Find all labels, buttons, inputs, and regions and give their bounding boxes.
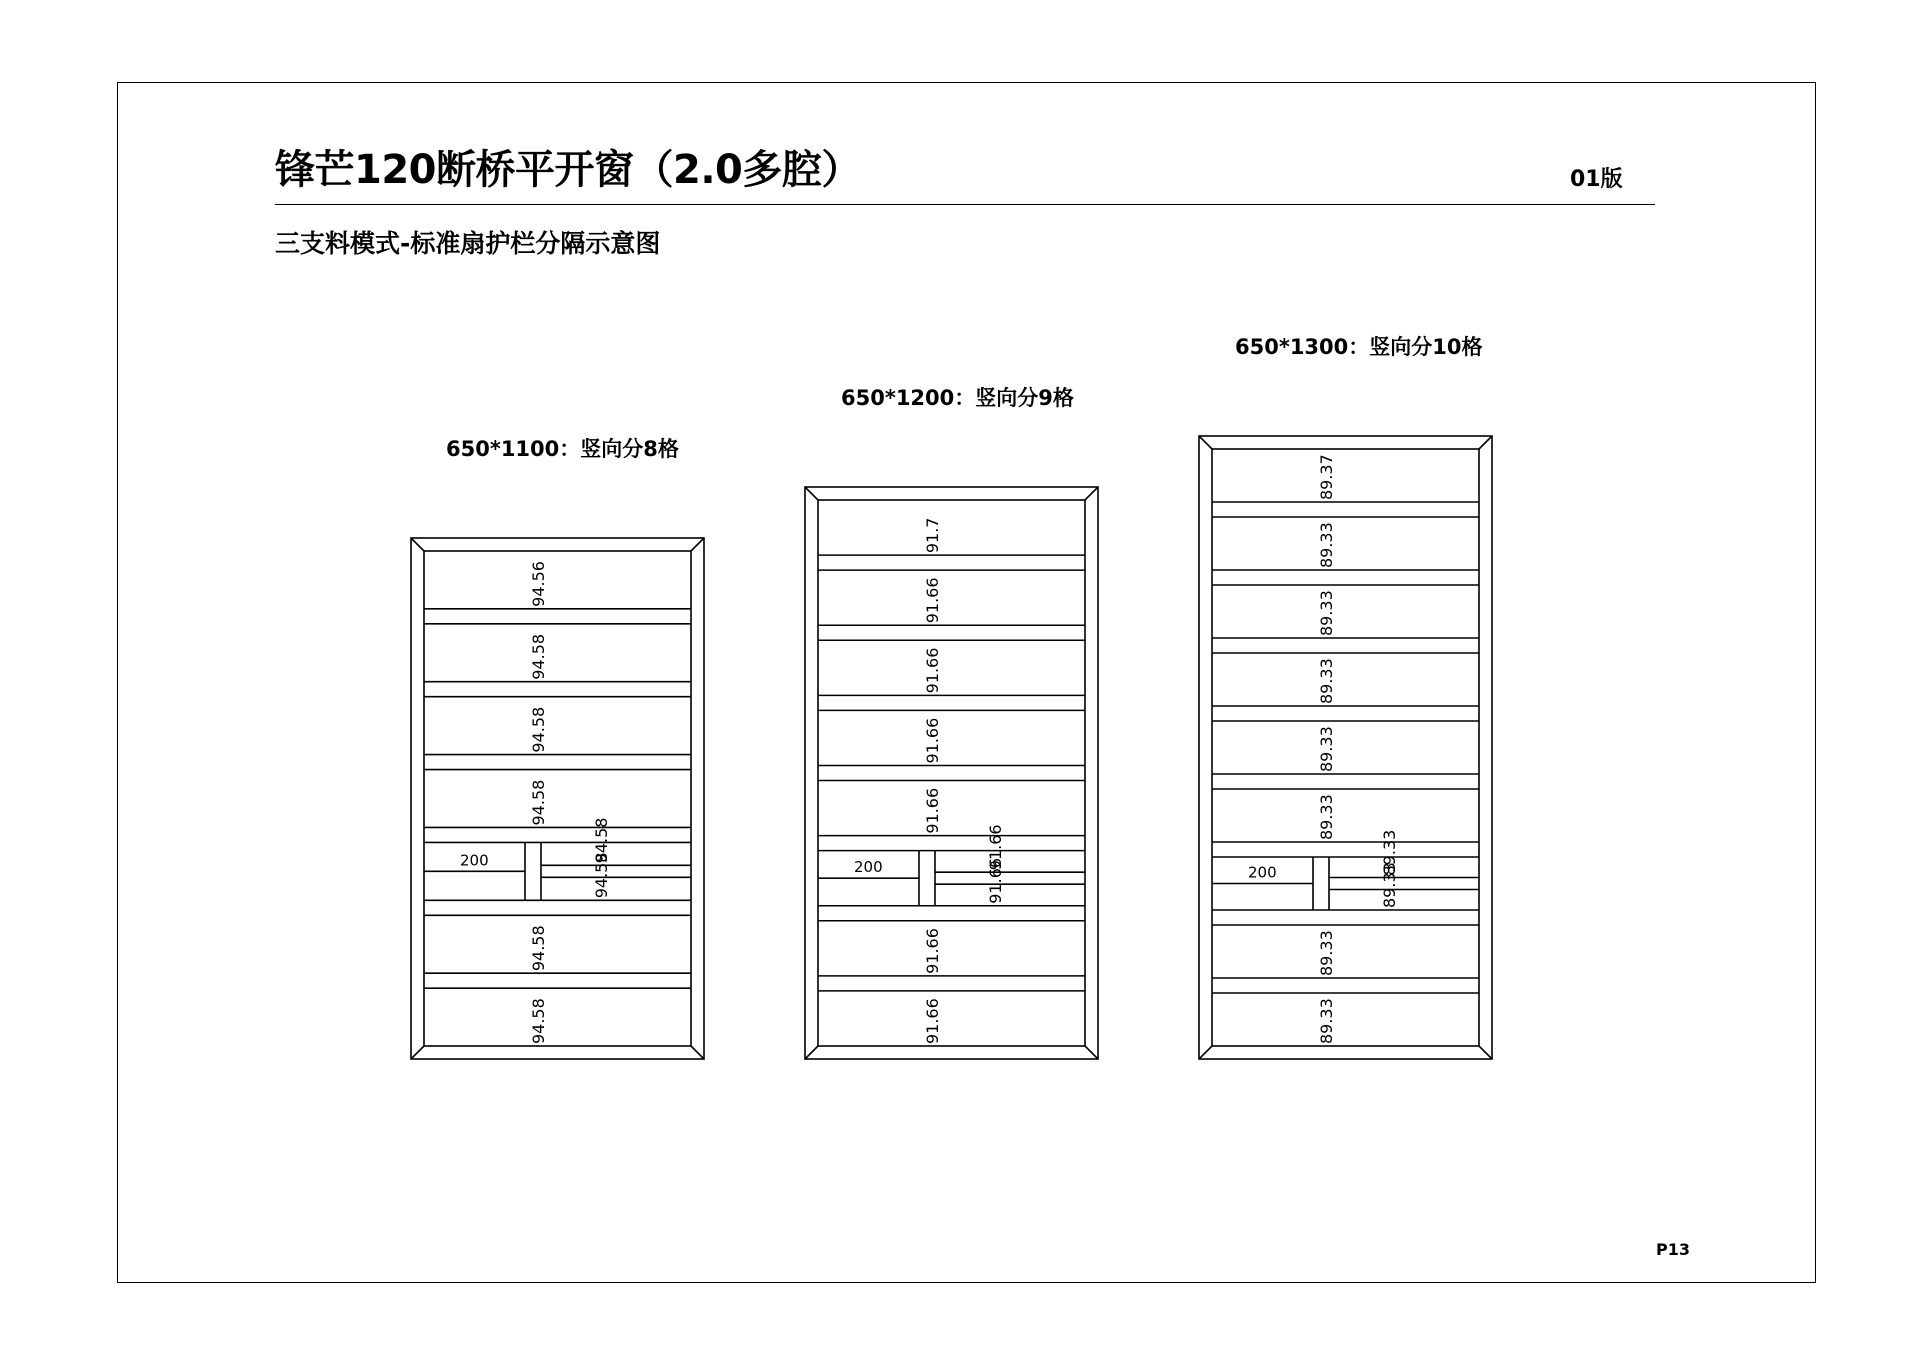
page-number: P13 xyxy=(1656,1240,1690,1259)
page-subtitle: 三支料模式-标准扇护栏分隔示意图 xyxy=(275,229,661,258)
window-1-dimension-label: 94.58 xyxy=(529,706,549,753)
window-2-inner-frame xyxy=(818,500,1085,1046)
window-2-width-label: 200 xyxy=(854,858,883,877)
version-label: 01版 xyxy=(1570,167,1623,192)
window-2-caption: 650*1200：竖向分9格 xyxy=(841,386,1074,410)
window-3-mitre-line xyxy=(1199,1046,1212,1059)
window-3-dimension-label: 89.33 xyxy=(1380,829,1399,876)
window-1-dimension-label: 94.58 xyxy=(529,925,549,972)
window-1-dimension-label: 94.56 xyxy=(529,561,549,607)
window-3-mitre-line xyxy=(1479,1046,1492,1059)
window-3-mitre-line xyxy=(1199,436,1212,449)
window-2-mitre-line xyxy=(1085,1046,1098,1059)
window-3-dimension-label: 89.33 xyxy=(1317,998,1337,1044)
window-1-dimension-label: 94.58 xyxy=(529,998,549,1044)
page-title: 锋芒120断桥平开窗（2.0多腔） xyxy=(275,147,861,193)
window-1-mitre-line xyxy=(411,1046,424,1059)
window-3-outer-frame xyxy=(1199,436,1492,1059)
window-2-dimension-label: 91.66 xyxy=(986,824,1005,871)
window-3-dimension-label: 89.33 xyxy=(1317,522,1337,568)
window-1-width-label: 200 xyxy=(460,851,489,870)
window-3-dimension-label: 89.37 xyxy=(1317,454,1337,500)
window-2-dimension-label: 91.7 xyxy=(923,517,943,554)
window-2-mitre-line xyxy=(1085,487,1098,500)
window-3-width-label: 200 xyxy=(1248,863,1277,882)
window-1-dimension-label: 94.58 xyxy=(529,779,549,826)
window-3-dimension-label: 89.33 xyxy=(1317,794,1337,840)
window-2-dimension-label: 91.66 xyxy=(923,998,943,1044)
window-1-mitre-line xyxy=(411,538,424,551)
window-2-dimension-label: 91.66 xyxy=(923,577,943,624)
window-2-dimension-label: 91.66 xyxy=(923,787,943,834)
window-2-dimension-label: 91.66 xyxy=(923,717,943,764)
window-2-dimension-label: 91.66 xyxy=(986,857,1005,904)
window-3-caption: 650*1300：竖向分10格 xyxy=(1235,335,1483,359)
window-3-dimension-label: 89.33 xyxy=(1317,658,1337,704)
window-3-inner-frame xyxy=(1212,449,1479,1046)
window-1-mitre-line xyxy=(691,538,704,551)
window-3-dimension-label: 89.33 xyxy=(1317,930,1337,976)
window-1-outer-frame xyxy=(411,538,704,1059)
window-1-dimension-label: 94.58 xyxy=(592,852,611,899)
window-2-outer-frame xyxy=(805,487,1098,1059)
window-2-dimension-label: 91.66 xyxy=(923,928,943,974)
window-3-dimension-label: 89.33 xyxy=(1380,862,1399,908)
window-2-mitre-line xyxy=(805,1046,818,1059)
window-3-mitre-line xyxy=(1479,436,1492,449)
window-1-dimension-label: 94.58 xyxy=(592,817,611,864)
window-1-caption: 650*1100：竖向分8格 xyxy=(446,437,679,461)
window-1-inner-frame xyxy=(424,551,691,1046)
window-1-mitre-line xyxy=(691,1046,704,1059)
window-1-dimension-label: 94.58 xyxy=(529,633,549,680)
window-3-dimension-label: 89.33 xyxy=(1317,726,1337,772)
window-2-mitre-line xyxy=(805,487,818,500)
window-2-dimension-label: 91.66 xyxy=(923,647,943,694)
window-3-dimension-label: 89.33 xyxy=(1317,590,1337,636)
